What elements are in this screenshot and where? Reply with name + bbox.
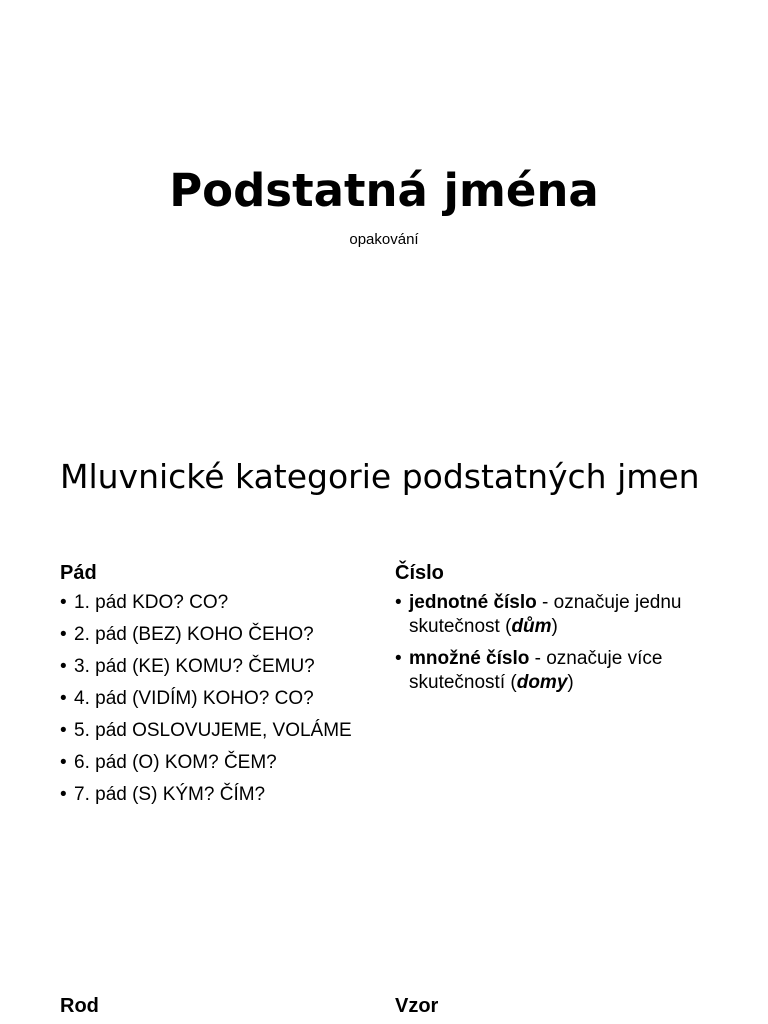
case-column-title: Pád — [60, 562, 97, 584]
case-column — [60, 561, 380, 815]
bullet-icon: • — [60, 592, 67, 613]
bullet-icon: • — [60, 688, 67, 709]
pattern-column-title-wrap — [395, 994, 715, 1024]
section-heading: Mluvnické kategorie podstatných jmen — [60, 457, 700, 496]
slide-subtitle: opakování — [349, 231, 419, 248]
number-column-title: Číslo — [395, 562, 444, 584]
bullet-icon: • — [60, 656, 67, 677]
list-item: • 5. pád OSLOVUJEME, VOLÁME — [60, 720, 352, 741]
bullet-icon: • — [60, 624, 67, 645]
slide-title: Podstatná jména — [169, 164, 599, 217]
list-item: • 4. pád (VIDÍM) KOHO? CO? — [60, 688, 314, 709]
list-item: • množné číslo - označuje více skutečností (domy) — [395, 648, 663, 693]
list-item: • 6. pád (O) KOM? ČEM? — [60, 752, 277, 773]
bullet-icon: • — [60, 784, 67, 805]
bullet-icon: • — [60, 752, 67, 773]
list-item: • 7. pád (S) KÝM? ČÍM? — [60, 784, 266, 805]
pattern-column-title: Vzor — [395, 995, 439, 1017]
bullet-icon: • — [60, 720, 67, 741]
number-column — [395, 561, 715, 703]
list-item: • 2. pád (BEZ) KOHO ČEHO? — [60, 624, 314, 645]
case-list — [60, 591, 380, 807]
list-item: • 1. pád KDO? CO? — [60, 592, 229, 613]
number-list — [395, 591, 715, 695]
bullet-icon: • — [395, 648, 402, 669]
list-item: • 3. pád (KE) KOMU? ČEMU? — [60, 656, 315, 677]
gender-column-title-wrap — [60, 994, 380, 1024]
gender-column-title: Rod — [60, 995, 99, 1017]
list-item: • jednotné číslo - označuje jednu skutečnost (dům) — [395, 592, 682, 637]
bullet-icon: • — [395, 592, 402, 613]
